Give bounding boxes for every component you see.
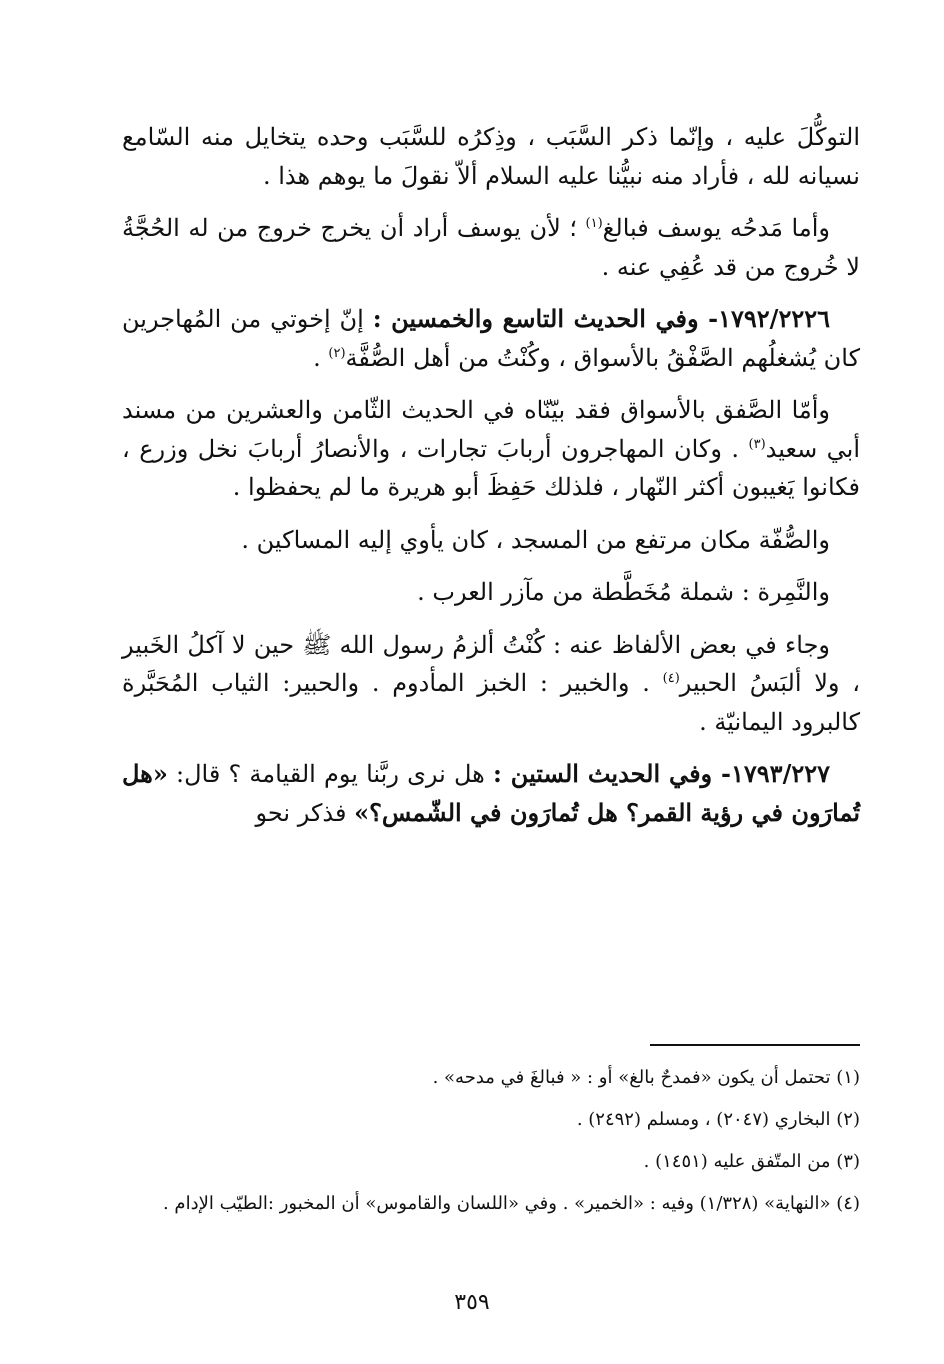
- footnote-3: (٣) من المتّفق عليه (١٤٥١) .: [643, 1151, 860, 1172]
- hadith-1793-quote: «هل تُمارَون في رؤية القمر؟ هل تُمارَون في الشّمس؟»: [122, 759, 860, 827]
- paragraph-4-text: وأمّا الصَّفق بالأسواق فقد بيّنّاه في الحديث الثّامن والعشرين من مسند أبي سعيد: [122, 396, 860, 463]
- footnote-ref-1: (١): [585, 216, 603, 231]
- footnote-separator: [650, 1044, 860, 1046]
- paragraph-5: [122, 521, 860, 560]
- hadith-1792-text: إنّ إخوتي من المُهاجرين كان يُشغلُهم الصَّفْقُ بالأسواق ، وكُنْتُ من أهل الصُّفَّة: [122, 305, 860, 372]
- hadith-1793-heading: ١٧٩٣/٢٢٧- وفي الحديث الستين :: [493, 759, 830, 788]
- footnotes: [122, 1062, 860, 1230]
- paragraph-2: [122, 209, 860, 286]
- main-text: [122, 118, 860, 846]
- paragraph-2-rest: ؛ لأن يوسف أراد أن يخرج خروج من له الحُجَّةُ لا خُروج من قد عُفِي عنه .: [122, 214, 860, 281]
- paragraph-2-text: وأما مَدحُه يوسف فبالغ: [602, 214, 830, 242]
- hadith-1793-end: فذكر نحو: [255, 798, 347, 827]
- hadith-1792-end: .: [313, 343, 321, 372]
- page-number: ٣٥٩: [454, 1290, 490, 1315]
- footnote-4: (٤) «النهاية» (١/٣٢٨) وفيه : «الخمير» . وفي «اللسان والقاموس» أن المخبور :الطيّب الإدام .: [162, 1193, 860, 1214]
- paragraph-7: [122, 626, 860, 742]
- footnote-ref-2: (٢): [328, 345, 346, 361]
- paragraph-4: [122, 391, 860, 507]
- hadith-1793-text: هل نرى ربَّنا يوم القيامة ؟ قال:: [176, 760, 485, 788]
- paragraph-1-text: التوكُّلَ عليه ، وإنّما ذكر السَّبَب ، وذِكرُه للسَّبَب وحده يتخايل منه السّامع نسيانه لله ، فأراد منه نبيُّنا عليه السلام ألاّ نقولَ ما يوهم هذا .: [122, 123, 860, 190]
- paragraph-6-text: والنَّمِرة : شملة مُخَطَّطة من مآزر العرب .: [417, 578, 830, 606]
- paragraph-4-rest: . وكان المهاجرون أربابَ تجارات ، والأنصارُ أربابَ نخل وزرع ، فكانوا يَغيبون أكثر النّهار ، فلذلك حَفِظَ أبو هريرة ما لم يحفظوا .: [122, 434, 860, 501]
- footnote-ref-3: (٣): [748, 436, 766, 452]
- paragraph-6: [122, 573, 860, 612]
- paragraph-7-text: وجاء في بعض الألفاظ عنه : كُنْتُ ألزمُ رسول الله ﷺ حين لا آكلُ الخَبير ، ولا ألبَسُ الحبير: [122, 630, 860, 697]
- hadith-1793: [122, 755, 860, 832]
- paragraph-1: [122, 118, 860, 195]
- hadith-1792: [122, 300, 860, 377]
- footnote-2: (٢) البخاري (٢٠٤٧) ، ومسلم (٢٤٩٢) .: [576, 1109, 860, 1130]
- paragraph-5-text: والصُّفّة مكان مرتفع من المسجد ، كان يأوي إليه المساكين .: [241, 525, 830, 554]
- hadith-1792-heading: ١٧٩٢/٢٢٢٦- وفي الحديث التاسع والخمسين :: [372, 304, 830, 333]
- paragraph-7-rest: . والخبير : الخبز المأدوم . والحبير: الثياب المُحَبَّرة كالبرود اليمانيّة .: [122, 669, 860, 736]
- footnote-1: (١) تحتمل أن يكون «فمدحٌ بالغ» أو : « فبالغَ في مدحه» .: [432, 1067, 860, 1088]
- footnote-ref-4: (٤): [662, 671, 680, 686]
